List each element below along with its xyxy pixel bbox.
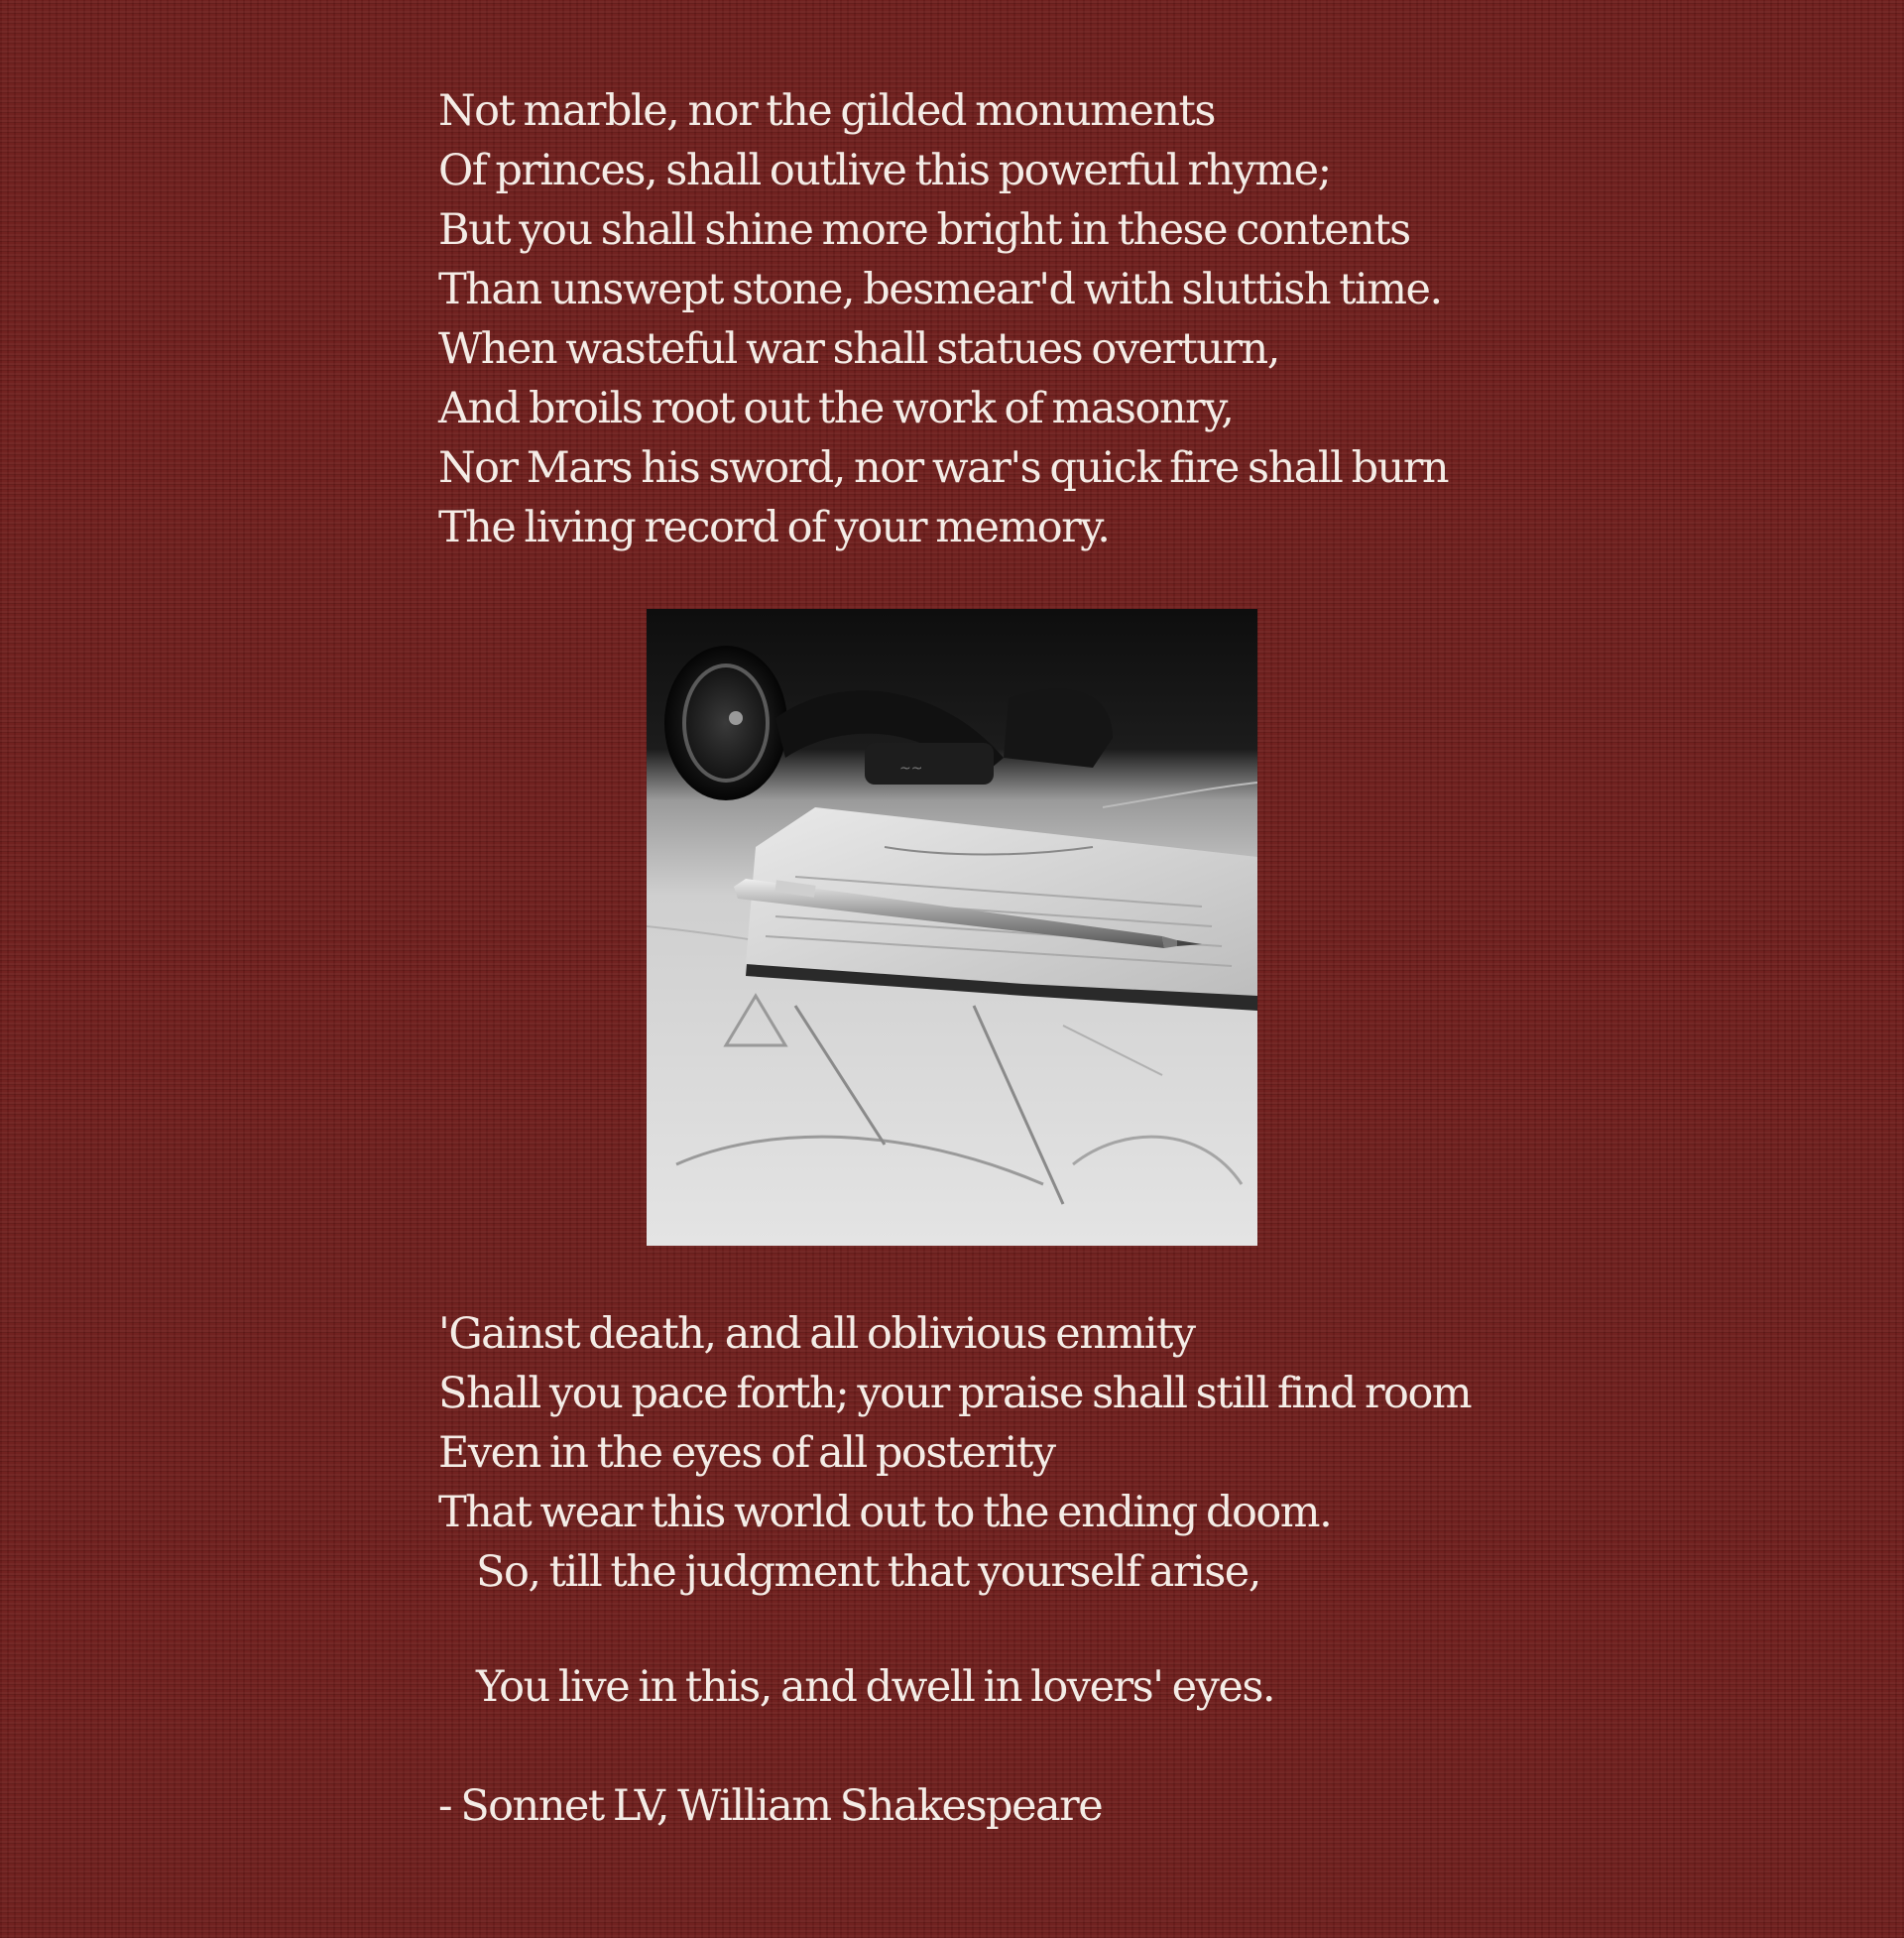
poem-stanza-top: [438, 81, 1448, 557]
closing-line-text: You live in this, and dwell in lovers' eyes.: [476, 1662, 1275, 1712]
attribution: - Sonnet LV, William Shakespeare: [438, 1781, 1103, 1831]
poem-line: Than unswept stone, besmear'd with sluttish time.: [438, 265, 1442, 314]
couplet-closing-line: [438, 1657, 1274, 1717]
svg-text:~~: ~~: [899, 761, 923, 777]
poem-line: 'Gainst death, and all oblivious enmity: [438, 1309, 1195, 1359]
poem-stanza-bottom: [438, 1304, 1471, 1602]
poem-line: So, till the judgment that yourself arise,: [476, 1547, 1260, 1597]
poem-line: And broils root out the work of masonry,: [438, 384, 1234, 433]
poem-line: The living record of your memory.: [438, 503, 1110, 552]
poem-line: Even in the eyes of all posterity: [438, 1428, 1055, 1478]
poem-line: That wear this world out to the ending doom.: [438, 1488, 1332, 1537]
poem-line: But you shall shine more bright in these contents: [438, 205, 1410, 255]
poem-line: Not marble, nor the gilded monuments: [438, 86, 1215, 136]
poem-line: Nor Mars his sword, nor war's quick fire shall burn: [438, 443, 1449, 493]
poem-line: Of princes, shall outlive this powerful rhyme;: [438, 146, 1331, 195]
poem-line: When wasteful war shall statues overturn,: [438, 324, 1279, 374]
poem-line: Shall you pace forth; your praise shall still find room: [438, 1369, 1472, 1418]
notebook-pen-photo: [647, 609, 1257, 1246]
